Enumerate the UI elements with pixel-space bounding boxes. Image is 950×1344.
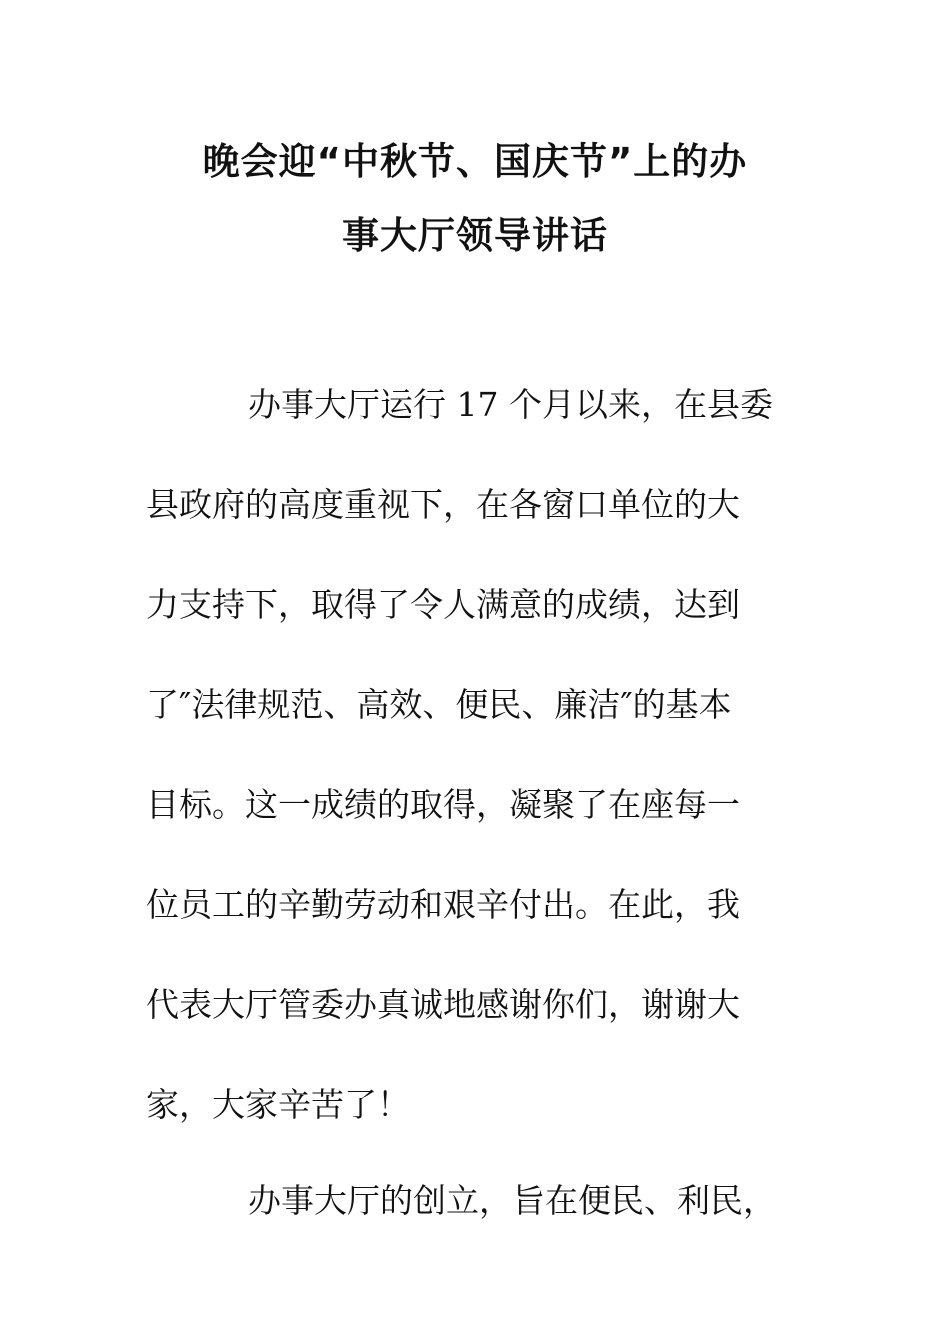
paragraph-1-line-2: 县政府的高度重视下，在各窗口单位的大 — [146, 485, 740, 524]
paragraph-1-line-6: 位员工的辛勤劳动和艰辛付出。在此，我 — [146, 885, 740, 924]
paragraph-2-line-1: 办事大厅的创立，旨在便民、利民， — [248, 1181, 776, 1220]
paragraph-1-line-7: 代表大厅管委办真诚地感谢你们，谢谢大 — [146, 985, 740, 1024]
paragraph-1-line-8: 家，大家辛苦了！ — [146, 1085, 410, 1124]
paragraph-1-line-4: 了″法律规范、高效、便民、廉洁″的基本 — [146, 685, 732, 724]
paragraph-1-line-1: 办事大厅运行 17 个月以来，在县委 — [248, 385, 773, 424]
paragraph-1-line-3: 力支持下，取得了令人满意的成绩，达到 — [146, 585, 740, 624]
paragraph-1-line-5: 目标。这一成绩的取得，凝聚了在座每一 — [146, 785, 740, 824]
document-title-line-2: 事大厅领导讲话 — [342, 214, 608, 257]
document-title-line-1: 晚会迎“中秋节、国庆节”上的办 — [202, 140, 748, 183]
